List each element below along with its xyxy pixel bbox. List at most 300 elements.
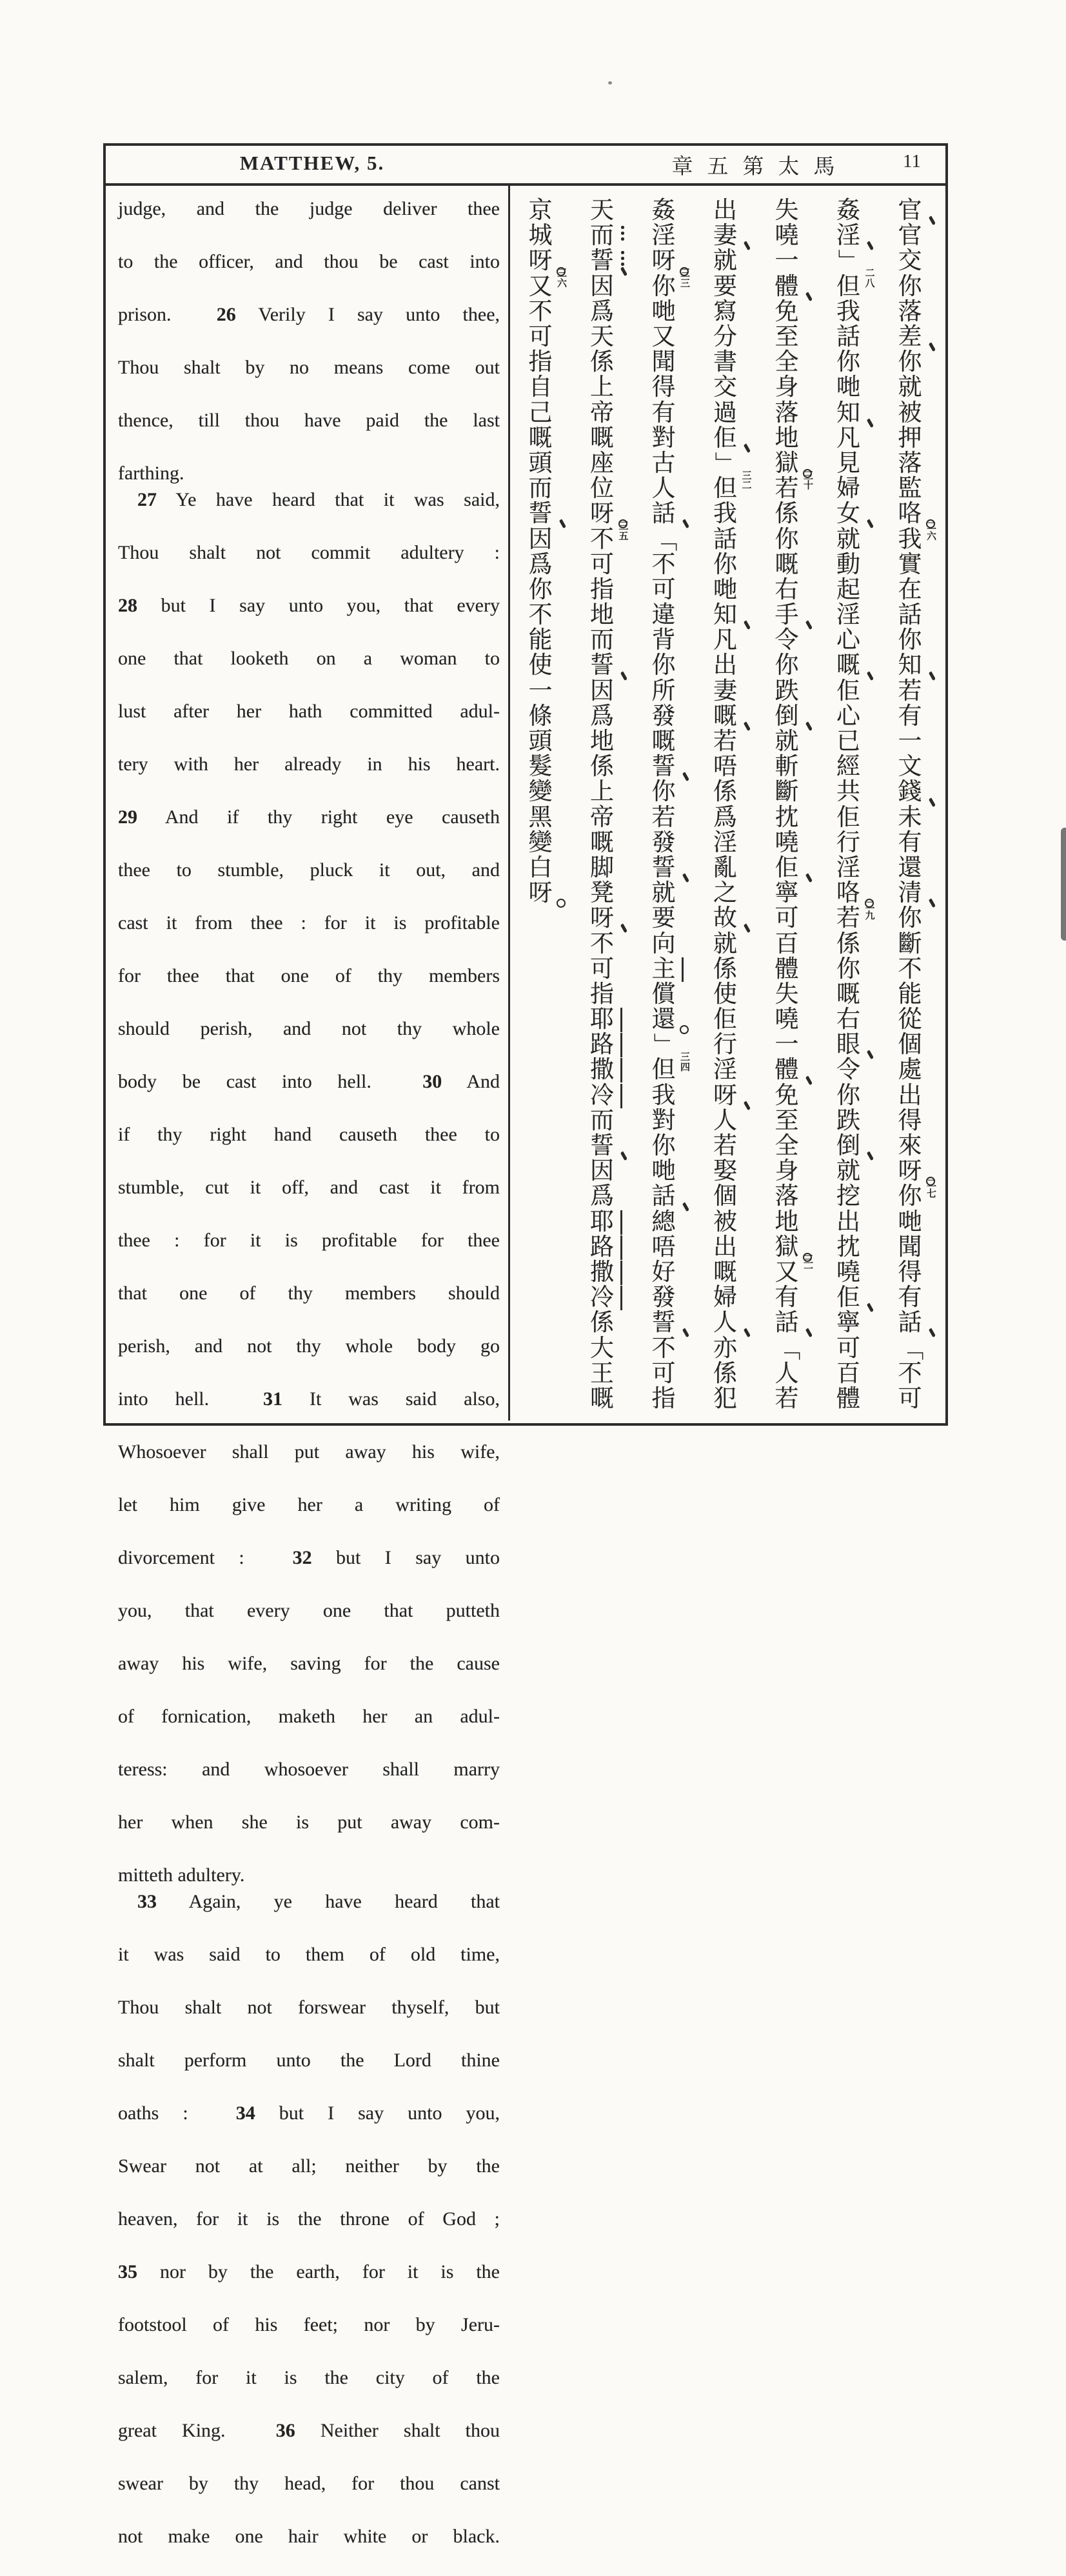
- hanzi-cell: [587, 628, 617, 653]
- english-line: let him give her a writing of: [118, 1494, 500, 1515]
- hanzi-cell: [711, 729, 740, 754]
- hanzi-glyph: 跌: [836, 1107, 860, 1134]
- comma-mark: [744, 924, 751, 933]
- hanzi-glyph: 帝: [590, 399, 614, 426]
- hanzi-glyph: 違: [651, 602, 676, 629]
- hanzi-glyph: 但: [713, 475, 737, 503]
- hanzi-glyph: 處: [898, 1057, 922, 1084]
- hanzi-glyph: 我: [651, 1082, 676, 1109]
- hanzi-cell: [834, 729, 864, 754]
- hanzi-cell: [587, 501, 629, 542]
- comma-mark: [928, 1328, 935, 1337]
- hanzi-glyph: 路: [590, 1233, 614, 1261]
- hanzi-glyph: 得: [898, 1107, 922, 1134]
- hanzi-cell: [587, 982, 617, 1007]
- hanzi-glyph: 冷: [590, 1082, 614, 1109]
- hanzi-cell: [649, 223, 678, 248]
- hanzi-glyph: 城: [528, 223, 553, 250]
- hanzi-glyph: 好: [651, 1259, 676, 1286]
- hanzi-cell: [895, 577, 925, 603]
- hanzi-cell: [895, 1057, 925, 1083]
- hanzi-cell: [649, 1133, 678, 1159]
- hanzi-glyph: 實: [898, 551, 922, 578]
- proper-name-mark: [620, 1008, 622, 1032]
- hanzi-cell: [772, 679, 802, 704]
- hanzi-cell: [649, 299, 678, 324]
- hanzi-cell: [587, 577, 617, 603]
- hanzi-cell: [834, 324, 864, 350]
- hanzi-glyph: 抌: [836, 1233, 860, 1261]
- hanzi-glyph: 話: [713, 526, 737, 553]
- hanzi-glyph: 而: [590, 1107, 614, 1134]
- hanzi-cell: [587, 401, 617, 426]
- hanzi-glyph: 呀: [590, 905, 614, 932]
- hanzi-glyph: 可: [836, 1335, 860, 1362]
- hanzi-cell: [834, 577, 864, 603]
- hanzi-glyph: 亂: [713, 854, 737, 881]
- hanzi-glyph: 分: [713, 324, 737, 351]
- hanzi-cell: [587, 198, 617, 223]
- comma-mark: [928, 899, 935, 908]
- hanzi-glyph: 全: [775, 1133, 799, 1160]
- hanzi-cell: [711, 426, 740, 451]
- hanzi-glyph: 不: [528, 298, 553, 325]
- hanzi-cell: [649, 1057, 678, 1083]
- english-line: to the officer, and thou be cast into: [118, 251, 500, 272]
- hanzi-cell: [649, 350, 678, 375]
- hanzi-glyph: 你: [775, 652, 799, 679]
- hanzi-glyph: 落: [898, 298, 922, 325]
- hanzi-cell: [649, 1210, 678, 1235]
- hanzi-glyph: 就: [713, 930, 737, 957]
- hanzi-glyph: 出: [713, 197, 737, 225]
- hanzi-glyph: 地: [775, 1208, 799, 1235]
- hanzi-glyph: 你: [713, 551, 737, 578]
- hanzi-cell: [587, 1032, 617, 1057]
- hanzi-cell: [772, 324, 802, 350]
- hanzi-cell: [772, 1108, 802, 1133]
- hanzi-cell: [587, 1361, 617, 1386]
- hanzi-cell: [711, 779, 740, 804]
- hanzi-cell: [772, 1184, 802, 1209]
- english-line: that one of thy members should: [118, 1283, 500, 1304]
- hanzi-cell: [772, 401, 802, 426]
- quote-bracket: 「: [773, 1336, 800, 1361]
- hanzi-cell: [772, 501, 802, 526]
- verse-number: 26: [216, 304, 236, 325]
- hanzi-cell: [649, 754, 678, 779]
- hanzi-glyph: 就: [898, 374, 922, 401]
- hanzi-glyph: 你: [898, 627, 922, 654]
- hanzi-glyph: 得: [898, 1259, 922, 1286]
- verse-number: 33: [137, 1891, 157, 1912]
- hanzi-glyph: 出: [836, 1208, 860, 1235]
- hanzi-glyph: 有: [898, 1284, 922, 1312]
- hanzi-cell: [772, 830, 802, 855]
- hanzi-cell: [649, 855, 678, 881]
- hanzi-glyph: 行: [713, 1032, 737, 1059]
- hanzi-cell: [895, 426, 925, 451]
- hanzi-cell: [649, 1310, 678, 1335]
- hanzi-cell: [526, 501, 555, 526]
- comma-mark: [682, 1202, 689, 1211]
- hanzi-cell: [895, 982, 925, 1007]
- hanzi-cell: [711, 653, 740, 678]
- hanzi-cell: [834, 1108, 864, 1133]
- english-column: [118, 195, 500, 2576]
- hanzi-glyph: 而: [590, 627, 614, 654]
- hanzi-glyph: 誓: [590, 652, 614, 679]
- hanzi-cell: [587, 1133, 617, 1159]
- hanzi-cell: [834, 1007, 864, 1032]
- hanzi-glyph: 上: [590, 779, 614, 806]
- hanzi-cell: [772, 779, 802, 804]
- hanzi-glyph: 嘅: [836, 652, 860, 679]
- english-line: judge, and the judge deliver thee: [118, 198, 500, 219]
- hanzi-glyph: 己: [528, 399, 553, 426]
- hanzi-cell: [834, 754, 864, 779]
- hanzi-glyph: 京: [528, 197, 553, 225]
- hanzi-cell: [649, 830, 678, 855]
- hanzi-cell: [772, 1032, 802, 1057]
- hanzi-cell: [711, 1335, 740, 1361]
- hanzi-glyph: 至: [775, 324, 799, 351]
- hanzi-cell: [772, 577, 802, 603]
- comma-mark: [928, 797, 935, 806]
- hanzi-glyph: 若: [898, 677, 922, 704]
- hanzi-cell: [587, 679, 617, 704]
- hanzi-cell: [587, 274, 617, 299]
- hanzi-glyph: 係: [713, 955, 737, 983]
- hanzi-glyph: 你: [651, 779, 676, 806]
- hanzi-glyph: 地: [775, 424, 799, 452]
- hanzi-glyph: 我: [713, 501, 737, 528]
- english-line: body be cast into hell. 30 And: [118, 1071, 500, 1092]
- hanzi-cell: [526, 855, 555, 881]
- hanzi-cell: [711, 451, 752, 492]
- hanzi-glyph: 知: [713, 602, 737, 629]
- hanzi-glyph: 淫: [836, 223, 860, 250]
- hanzi-cell: [895, 1386, 925, 1412]
- hanzi-glyph: 路: [590, 1032, 614, 1059]
- hanzi-cell: [895, 476, 925, 501]
- hanzi-glyph: 嘵: [775, 1006, 799, 1033]
- hanzi-glyph: 嘵: [775, 223, 799, 250]
- hanzi-glyph: 唔: [651, 1233, 676, 1261]
- hanzi-glyph: 清: [898, 880, 922, 907]
- hanzi-cell: [895, 299, 925, 324]
- hanzi-cell: [895, 906, 925, 931]
- hanzi-glyph: 凡: [713, 627, 737, 654]
- hanzi-glyph: 爲: [713, 804, 737, 831]
- hanzi-glyph: 又: [775, 1259, 799, 1286]
- verse-number: 30: [422, 1071, 442, 1092]
- hanzi-glyph: 可: [590, 551, 614, 578]
- hanzi-glyph: 心: [836, 627, 860, 654]
- hanzi-cell: [711, 1007, 740, 1032]
- hanzi-glyph: 人: [651, 475, 676, 503]
- hanzi-cell: [834, 982, 864, 1007]
- hanzi-cell: [834, 1210, 864, 1235]
- hanzi-glyph: 唔: [713, 754, 737, 781]
- hanzi-cell: [772, 1285, 802, 1310]
- hanzi-cell: [711, 223, 740, 248]
- hanzi-cell: [711, 754, 740, 779]
- english-line: footstool of his feet; nor by Jeru-: [118, 2314, 500, 2335]
- hanzi-cell: [711, 299, 740, 324]
- hanzi-cell: [526, 526, 555, 552]
- hanzi-cell: [649, 476, 678, 501]
- hanzi-glyph: 你: [651, 652, 676, 679]
- quote-bracket: 」: [712, 451, 738, 475]
- hanzi-cell: [711, 476, 740, 501]
- comma-mark: [805, 874, 812, 883]
- hanzi-glyph: 佢: [713, 1006, 737, 1033]
- hanzi-cell: [834, 552, 864, 577]
- english-line: mitteth adultery.: [118, 1864, 245, 1886]
- hanzi-glyph: 犯: [713, 1385, 737, 1412]
- verse-number: 32: [292, 1547, 312, 1568]
- hanzi-glyph: 誓: [590, 248, 614, 275]
- english-line: great King. 36 Neither shalt thou: [118, 2420, 500, 2441]
- hanzi-cell: [711, 1235, 740, 1260]
- proper-name-mark: [620, 1033, 622, 1057]
- hanzi-glyph: 官: [898, 197, 922, 225]
- proper-name-mark: [620, 1235, 622, 1260]
- proper-name-mark: [620, 1261, 622, 1285]
- hanzi-glyph: 不: [590, 526, 614, 553]
- verse-number: 28: [118, 595, 137, 616]
- hanzi-cell: [834, 248, 875, 289]
- emphasis-dots: [621, 226, 624, 241]
- hanzi-glyph: 獄: [775, 1233, 799, 1261]
- hanzi-cell: [711, 1310, 740, 1335]
- hanzi-cell: [526, 830, 555, 855]
- hanzi-cell: [772, 603, 802, 628]
- hanzi-glyph: 而: [590, 223, 614, 250]
- hanzi-glyph: 你: [528, 576, 553, 603]
- hanzi-glyph: 可: [898, 1385, 922, 1412]
- hanzi-glyph: 故: [713, 905, 737, 932]
- hanzi-glyph: 王: [590, 1360, 614, 1387]
- hanzi-glyph: 可: [651, 576, 676, 603]
- hanzi-cell: [711, 1108, 740, 1133]
- hanzi-cell: [834, 1310, 864, 1335]
- hanzi-glyph: 天: [590, 324, 614, 351]
- english-line: divorcement : 32 but I say unto: [118, 1547, 500, 1568]
- hanzi-glyph: 條: [528, 703, 553, 730]
- hanzi-cell: [587, 1057, 617, 1083]
- hanzi-glyph: 爲: [528, 551, 553, 578]
- hanzi-glyph: 寧: [836, 1310, 860, 1337]
- hanzi-cell: [895, 1184, 925, 1209]
- hanzi-cell: [587, 1260, 617, 1285]
- hanzi-cell: [834, 198, 864, 223]
- english-line: 33 Again, ye have heard that: [137, 1891, 500, 1912]
- hanzi-cell: [587, 805, 617, 830]
- verse-number: 35: [118, 2261, 137, 2282]
- hanzi-cell: [834, 679, 864, 704]
- hanzi-glyph: 你: [651, 273, 676, 300]
- hanzi-cell: [772, 299, 802, 324]
- comma-mark: [744, 1328, 751, 1337]
- hanzi-cell: [526, 476, 555, 501]
- english-line: should perish, and not thy whole: [118, 1018, 500, 1039]
- comma-mark: [744, 241, 751, 250]
- hanzi-cell: [649, 957, 678, 982]
- english-line: 27 Ye have heard that it was said,: [137, 489, 500, 510]
- hanzi-glyph: 嘅: [590, 829, 614, 856]
- hanzi-cell: [895, 779, 925, 804]
- hanzi-glyph: 話: [898, 1310, 922, 1337]
- hanzi-cell: [834, 779, 864, 804]
- hanzi-cell: [649, 324, 678, 350]
- hanzi-cell: [587, 451, 617, 476]
- comma-mark: [805, 722, 812, 731]
- hanzi-cell: [711, 1386, 740, 1412]
- comma-mark: [805, 1075, 812, 1084]
- hanzi-cell: [587, 1184, 617, 1209]
- hanzi-cell: [895, 1133, 925, 1159]
- hanzi-glyph: 姦: [836, 197, 860, 225]
- page-title-chinese: 章五第太馬: [671, 155, 849, 179]
- hanzi-glyph: 失: [775, 981, 799, 1008]
- hanzi-cell: [587, 906, 617, 931]
- hanzi-cell: [649, 451, 678, 476]
- hanzi-cell: [895, 1158, 936, 1199]
- hanzi-cell: [772, 729, 802, 754]
- hanzi-cell: [649, 1184, 678, 1209]
- hanzi-cell: [834, 1386, 864, 1412]
- hanzi-glyph: 若: [836, 905, 860, 932]
- hanzi-glyph: 你: [836, 955, 860, 983]
- hanzi-glyph: 文: [898, 754, 922, 781]
- page-number: 11: [903, 151, 921, 172]
- hanzi-glyph: 人: [713, 1310, 737, 1337]
- english-line: tery with her already in his heart.: [118, 754, 500, 775]
- hanzi-cell: [711, 350, 740, 375]
- hanzi-cell: [587, 1007, 617, 1032]
- hanzi-cell: [526, 653, 555, 678]
- hanzi-cell: [772, 1386, 802, 1412]
- hanzi-glyph: 天: [590, 197, 614, 225]
- hanzi-glyph: 差: [898, 324, 922, 351]
- hanzi-cell: [711, 198, 740, 223]
- hanzi-cell: [587, 223, 617, 248]
- hanzi-glyph: 髮: [528, 754, 553, 781]
- hanzi-glyph: 佢: [836, 804, 860, 831]
- hanzi-cell: [587, 248, 617, 274]
- verse-number: 34: [235, 2102, 255, 2124]
- comma-mark: [805, 1328, 812, 1337]
- hanzi-glyph: 免: [775, 1082, 799, 1109]
- hanzi-glyph: 你: [898, 273, 922, 300]
- hanzi-cell: [649, 653, 678, 678]
- hanzi-cell: [834, 1335, 864, 1361]
- english-line: Thou shalt not forswear thyself, but: [118, 1997, 500, 2018]
- hanzi-glyph: 可: [651, 1360, 676, 1387]
- hanzi-cell: [526, 223, 555, 248]
- hanzi-glyph: 全: [775, 349, 799, 376]
- hanzi-cell: [772, 1210, 802, 1235]
- hanzi-glyph: 就: [651, 880, 676, 907]
- hanzi-glyph: 頭: [528, 450, 553, 477]
- hanzi-cell: [526, 350, 555, 375]
- hanzi-cell: [711, 375, 740, 400]
- hanzi-glyph: 若: [775, 1385, 799, 1412]
- hanzi-cell: [834, 880, 875, 921]
- hanzi-cell: [526, 754, 555, 779]
- hanzi-glyph: 嘅: [836, 981, 860, 1008]
- hanzi-cell: [772, 476, 802, 501]
- hanzi-glyph: 一: [775, 1032, 799, 1059]
- hanzi-cell: [587, 350, 617, 375]
- hanzi-glyph: 要: [713, 273, 737, 300]
- hanzi-cell: [895, 1335, 925, 1361]
- hanzi-cell: [649, 401, 678, 426]
- hanzi-cell: [834, 1083, 864, 1108]
- hanzi-glyph: 嘵: [775, 829, 799, 856]
- hanzi-cell: [649, 1032, 690, 1073]
- hanzi-glyph: 自: [528, 374, 553, 401]
- hanzi-glyph: 你: [836, 1082, 860, 1109]
- hanzi-cell: [834, 628, 864, 653]
- hanzi-cell: [649, 577, 678, 603]
- verse-number: 31: [263, 1388, 283, 1410]
- english-line: Thou shalt not commit adultery :: [118, 542, 500, 563]
- hanzi-cell: [526, 628, 555, 653]
- comma-mark: [744, 722, 751, 731]
- hanzi-glyph: 話: [651, 1183, 676, 1210]
- hanzi-cell: [772, 1310, 802, 1335]
- hanzi-glyph: 就: [713, 248, 737, 275]
- hanzi-cell: [587, 704, 617, 729]
- hanzi-glyph: 右: [775, 576, 799, 603]
- hanzi-cell: [587, 830, 617, 855]
- hanzi-cell: [526, 451, 555, 476]
- hanzi-glyph: 一: [898, 728, 922, 755]
- hanzi-glyph: 但: [651, 1057, 676, 1084]
- chinese-columns: [509, 198, 948, 1421]
- english-line: salem, for it is the city of the: [118, 2367, 500, 2388]
- hanzi-glyph: 至: [775, 1107, 799, 1134]
- hanzi-glyph: 又: [528, 273, 553, 300]
- hanzi-glyph: 呀: [713, 1082, 737, 1109]
- hanzi-glyph: 要: [651, 905, 676, 932]
- hanzi-cell: [711, 628, 740, 653]
- hanzi-glyph: 係: [713, 779, 737, 806]
- hanzi-cell: [834, 1057, 864, 1083]
- hanzi-cell: [895, 451, 925, 476]
- hanzi-cell: [711, 1032, 740, 1057]
- hanzi-glyph: 償: [651, 981, 676, 1008]
- english-line: cast it from thee : for it is profitable: [118, 912, 500, 934]
- hanzi-glyph: 人: [713, 1107, 737, 1134]
- hanzi-glyph: 撒: [590, 1259, 614, 1286]
- hanzi-glyph: 失: [775, 197, 799, 225]
- hanzi-glyph: 百: [775, 930, 799, 957]
- hanzi-cell: [587, 1310, 617, 1335]
- hanzi-cell: [526, 577, 555, 603]
- hanzi-cell: [649, 198, 678, 223]
- hanzi-cell: [895, 375, 925, 400]
- hanzi-glyph: 女: [836, 501, 860, 528]
- hanzi-cell: [526, 805, 555, 830]
- hanzi-glyph: 咯: [836, 880, 860, 907]
- hanzi-glyph: 有: [898, 829, 922, 856]
- hanzi-glyph: 變: [528, 779, 553, 806]
- hanzi-glyph: 寫: [713, 298, 737, 325]
